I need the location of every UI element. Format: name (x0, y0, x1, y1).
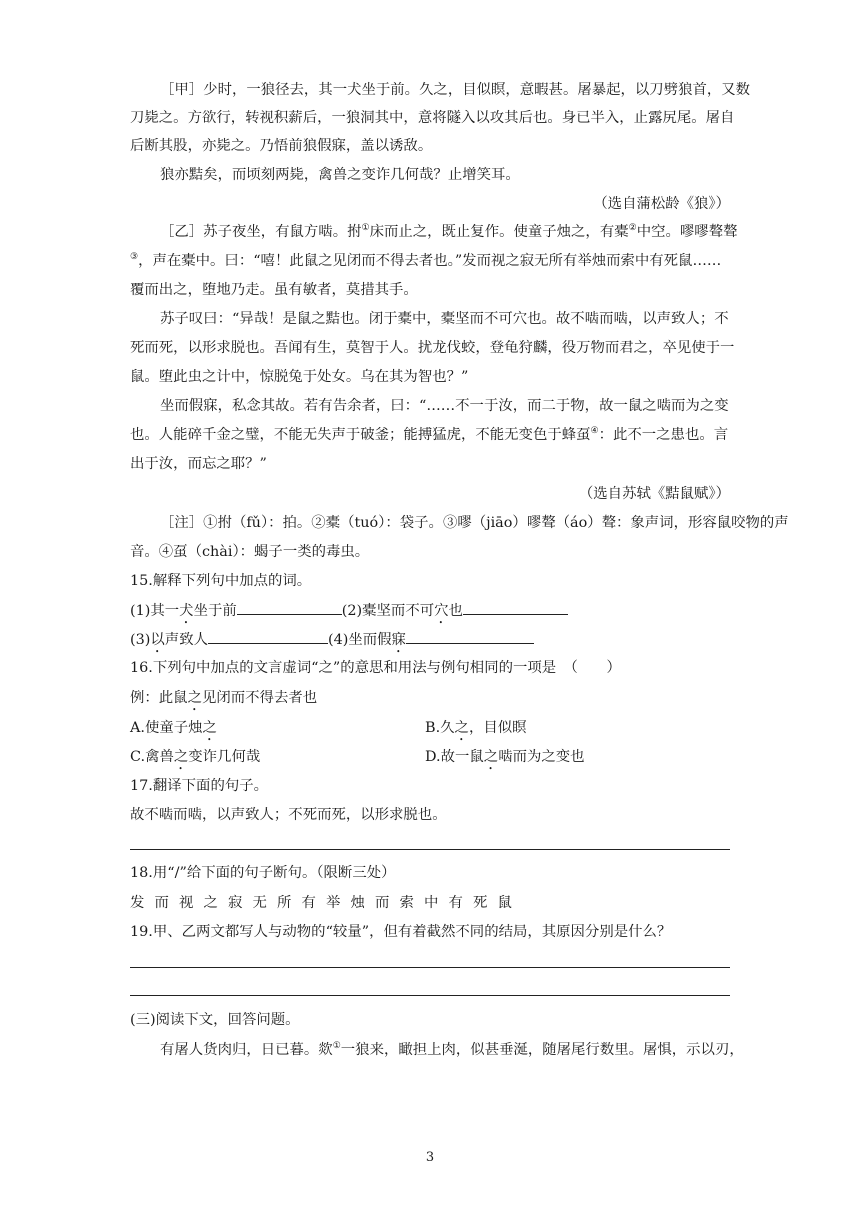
section-3-line-1: 有屠人货肉归，日已暮。欻①一狼来，瞰担上肉，似甚垂涎，随屠尾行数里。屠惧，示以刃， (160, 1041, 744, 1058)
yi-line-2: ③，声在橐中。曰：“嘻！此鼠之见闭而不得去者也。”发而视之寂无所有举烛而索中有死鼠…… (130, 252, 722, 269)
page-number: 3 (425, 1150, 435, 1165)
yi-p3-line-3: 出于汝，而忘之耶？” (130, 456, 267, 472)
q17-answer-line[interactable] (130, 849, 730, 850)
note-mark-2: ② (628, 223, 637, 234)
dotted-word: 穴 (434, 603, 449, 619)
jia-line-1: ［甲］少时，一狼径去，其一犬坐于前。久之，目似瞑，意暇甚。屠暴起，以刀劈狼首，又数 (160, 82, 751, 98)
option-d[interactable]: D.故一鼠之啮而为之变也 (425, 749, 585, 765)
q19-answer-line-2[interactable] (130, 995, 730, 996)
answer-blank-2[interactable] (463, 600, 568, 615)
yi-line-3: 覆而出之，堕地乃走。虽有敏者，莫措其手。 (130, 282, 418, 298)
yi-p3-line-1: 坐而假寐，私念其故。若有告余者，曰：“……不一于汝，而二于物，故一鼠之啮而为之变 (160, 398, 729, 414)
section-3-title: (三)阅读下文，回答问题。 (130, 1012, 300, 1028)
yi-source: （选自苏轼《黠鼠赋》） (578, 486, 730, 502)
dotted-word: 以 (150, 632, 165, 648)
answer-blank-1[interactable] (237, 600, 342, 615)
q16-options-row-1 (130, 718, 730, 744)
jia-paragraph-2: 狼亦黠矣，而顷刻两毙，禽兽之变诈几何哉？止增笑耳。 (160, 167, 520, 183)
option-b[interactable]: B.久之，目似瞑 (425, 720, 527, 736)
answer-blank-3[interactable] (208, 629, 328, 644)
q16-stem: 16.下列句中加点的文言虚词“之”的意思和用法与例句相同的一项是 （ ） (130, 660, 621, 676)
q18-char-grid: 发 而 视 之 寂 无 所 有 举 烛 而 索 中 有 死 鼠 (130, 895, 512, 911)
note-mark-3: ③ (130, 252, 139, 263)
q15-row-2: (3)以声致人 (4)坐而假寐 (130, 629, 730, 656)
q17-stem: 17.翻译下面的句子。 (130, 778, 269, 794)
yi-line-1: ［乙］苏子夜坐，有鼠方啮。拊①床而止之，既止复作。使童子烛之，有橐②中空。嘐嘐聱聱 (160, 223, 738, 240)
q15-row-1: (1)其一犬坐于前 (2)橐坚而不可穴也 (130, 600, 730, 627)
q19-answer-line-1[interactable] (130, 967, 730, 968)
option-c[interactable]: C.禽兽之变诈几何哉 (130, 749, 261, 765)
q18-stem: 18.用“/”给下面的句子断句。（限断三处） (130, 865, 396, 881)
note-mark-1: ① (332, 1041, 341, 1052)
q17-sentence: 故不啮而啮，以声致人；不死而死，以形求脱也。 (130, 807, 447, 823)
dotted-word: 犬 (179, 603, 194, 619)
notes-line-1: ［注］①拊（fǔ）：拍。②橐（tuó）：袋子。③嘐（jiāo）嘐聱（áo）聱：象声词，形容鼠咬物的声 (160, 515, 789, 531)
jia-line-2: 刀毙之。方欲行，转视积薪后，一狼洞其中，意将隧入以攻其后也。身已半入，止露尻尾。屠自 (130, 110, 735, 126)
jia-source: （选自蒲松龄《狼》） (593, 196, 730, 212)
q16-options-row-2 (130, 747, 730, 773)
q15-stem: 15.解释下列句中加点的词。 (130, 573, 312, 589)
option-a[interactable]: A.使童子烛之 (130, 720, 217, 736)
yi-p2-line-2: 死而死，以形求脱也。吾闻有生，莫智于人。扰龙伐蛟，登龟狩麟，役万物而君之，卒见使于一 (130, 340, 735, 356)
note-mark-1: ① (361, 223, 370, 234)
answer-blank-4[interactable] (406, 629, 534, 644)
dotted-word: 寐 (391, 632, 406, 648)
jia-line-3: 后断其股，亦毙之。乃悟前狼假寐，盖以诱敌。 (130, 138, 433, 154)
note-mark-4: ④ (590, 426, 599, 437)
q19-stem: 19.甲、乙两文都写人与动物的“较量”，但有着截然不同的结局，其原因分别是什么？ (130, 924, 672, 940)
yi-p3-line-2: 也。人能碎千金之璧，不能无失声于破釜；能搏猛虎，不能无变色于蜂虿④：此不一之患也。言 (130, 426, 729, 443)
notes-line-2: 音。④虿（chài）：蝎子一类的毒虫。 (130, 544, 370, 560)
yi-p2-line-3: 鼠。堕此虫之计中，惊脱兔于处女。乌在其为智也？” (130, 369, 469, 385)
q16-example: 例：此鼠之见闭而不得去者也 (130, 690, 318, 706)
yi-p2-line-1: 苏子叹曰：“异哉！是鼠之黠也。闭于橐中，橐坚而不可穴也。故不啮而啮，以声致人；不 (160, 311, 729, 327)
